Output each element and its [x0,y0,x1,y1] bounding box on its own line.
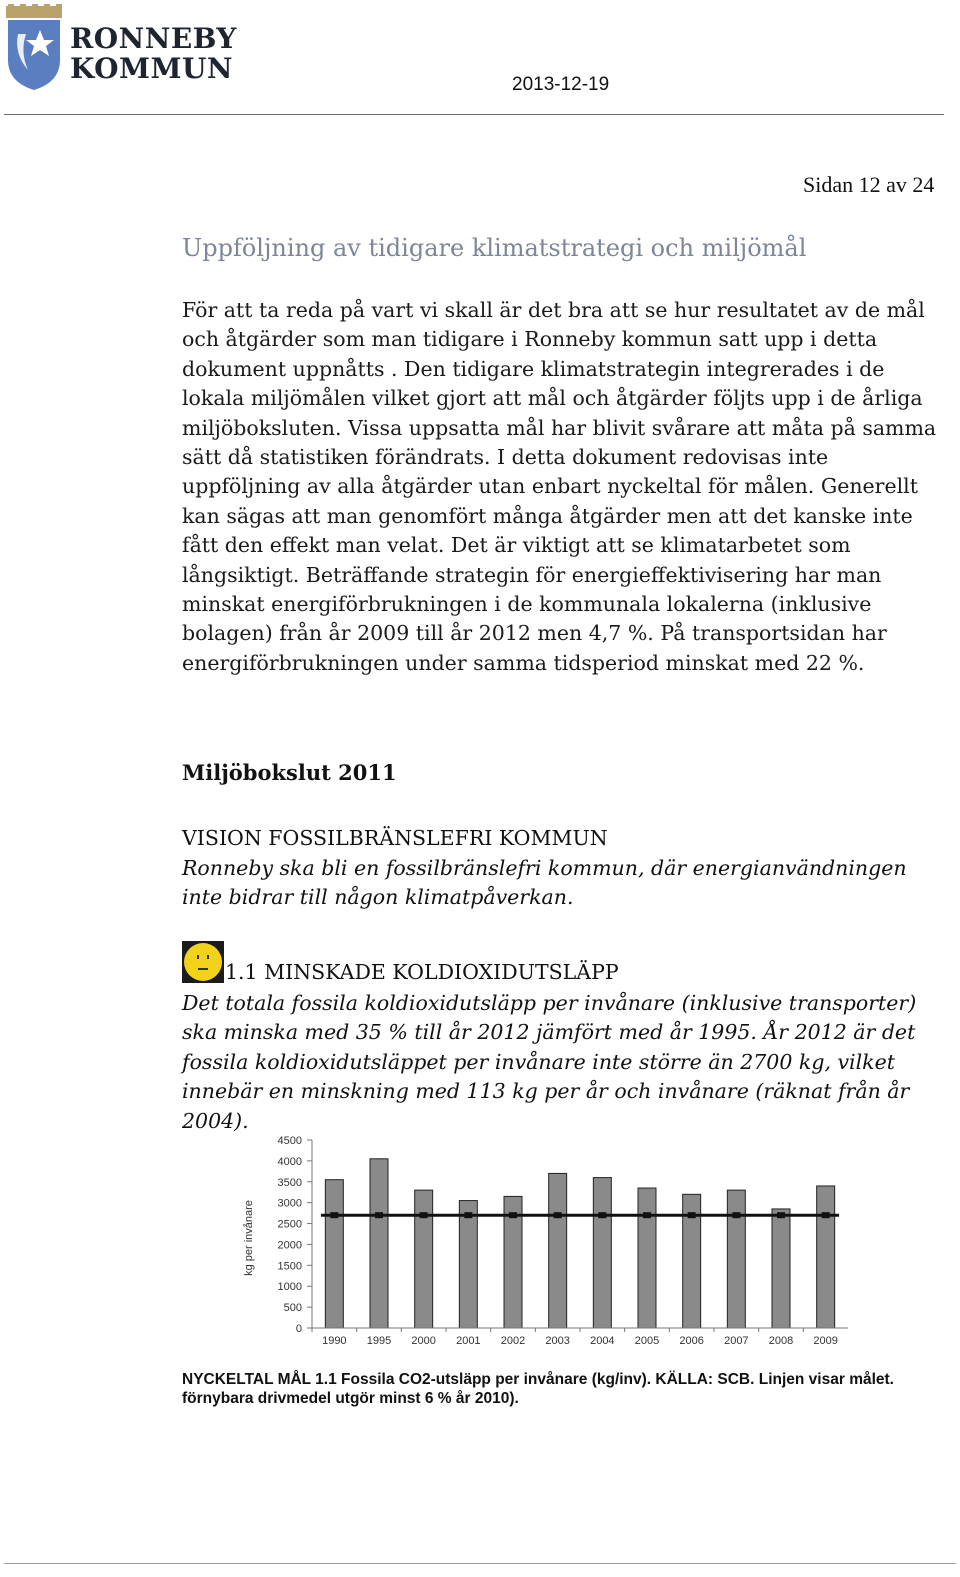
chart-caption: NYCKELTAL MÅL 1.1 Fossila CO2-utsläpp per invånare (kg/inv). KÄLLA: SCB. Linjen visar målet. förnybara drivmedel utgör minst 6 % år 2010). [182,1371,894,1407]
vision-title: VISION FOSSILBRÄNSLEFRI KOMMUN [182,826,608,850]
y-tick-label: 1000 [277,1281,302,1294]
x-tick-label-2007: 2007 [724,1335,749,1347]
bar-2005 [638,1188,656,1328]
vision-text: Ronneby ska bli en fossilbränslefri kommun, där energianvändningen inte bidrar till någon klimatpåverkan. [182,856,907,910]
neutral-smiley-icon [182,941,224,983]
bar-1995 [370,1159,388,1328]
goal-title: 1.1 MINSKADE KOLDIOXIDUTSLÄPP [225,960,619,984]
y-axis-label: kg per invånare [243,1200,255,1276]
target-marker [598,1212,606,1218]
logo-line-1: RONNEBY [70,22,237,55]
bar-2009 [817,1186,835,1328]
target-marker [822,1212,830,1218]
x-tick-label-2002: 2002 [500,1335,526,1347]
y-tick-label: 500 [283,1302,302,1315]
page-number: Sidan 12 av 24 [803,172,935,197]
y-tick-label: 2000 [277,1239,302,1252]
section-title: Uppföljning av tidigare klimatstrategi och miljömål [182,234,807,262]
y-tick-label: 2500 [277,1218,302,1231]
document-date: 2013-12-19 [512,74,610,95]
x-tick-label-2003: 2003 [545,1335,570,1347]
target-marker [330,1212,338,1218]
logo-line-2: KOMMUN [70,52,233,85]
target-marker [375,1212,383,1218]
x-tick-label-2000: 2000 [411,1335,436,1347]
x-tick-label-2001: 2001 [456,1335,481,1347]
coat-of-arms-icon [4,4,64,90]
y-tick-label: 4000 [277,1155,302,1168]
body-paragraph: För att ta reda på vart vi skall är det bra att se hur resultatet av de mål och åtgärder som man tidigare i Ronneby kommun satt upp i detta dokument uppnåtts . Den tidigare klimatstrategin integrerades i de lokala miljömålen vilket gjort att mål och åtgärder följts upp i de årliga miljöboksluten. Vissa uppsatta mål har blivit svårare att måta på samma sätt då statistiken förändrats. I detta dokument redovisas inte uppföljning av alla åtgärder utan enbart nyckeltal för målen. Generellt kan sägas att man genomfört många åtgärder men att det kanske inte fått den effekt man velat. Det är viktigt att se klimatarbetet som långsiktigt. Beträffande strategin för energieffektivisering har man minskat energiförbrukningen i de kommunala lokalerna (inklusive bolagen) från år 2009 till år 2012 men 4,7 %. På transportsidan har energiförbrukningen under samma tidsperiod minskat med 22 %. [182,298,937,675]
target-marker [420,1212,428,1218]
x-tick-label-2005: 2005 [634,1335,660,1347]
bar-2000 [415,1190,433,1328]
bar-2004 [593,1178,611,1328]
goal-text: Det totala fossila koldioxidutsläpp per invånare (inklusive transporter) ska minska med 35 % till år 2012 jämfört med år 1995. År 2012 är det fossila koldioxidutsläppet per invånare inte större än 2700 kg, vilket innebär en minskning med 113 kg per år och invånare (räknat från år 2004). [182,991,917,1133]
target-marker [777,1212,785,1218]
target-marker [509,1212,517,1218]
y-tick-label: 0 [295,1323,302,1335]
x-tick-label-1995: 1995 [366,1335,392,1347]
target-marker [464,1212,472,1218]
y-tick-label: 3000 [277,1197,302,1210]
co2-per-capita-chart [236,1130,856,1352]
miljobokslut-heading: Miljöbokslut 2011 [182,760,397,785]
bar-1990 [325,1180,343,1328]
x-tick-label-2009: 2009 [813,1335,838,1347]
ronneby-kommun-logo [4,4,236,94]
bar-2007 [727,1190,745,1328]
target-marker [732,1212,740,1218]
target-marker [688,1212,696,1218]
x-tick-label-2008: 2008 [768,1335,794,1347]
y-tick-label: 4500 [277,1135,302,1147]
header-divider [4,114,944,115]
bar-2003 [549,1173,567,1328]
y-tick-label: 3500 [277,1176,302,1189]
footer-divider [4,1563,956,1564]
target-marker [554,1212,562,1218]
y-tick-label: 1500 [277,1260,302,1273]
x-tick-label-1990: 1990 [322,1335,347,1347]
x-tick-label-2004: 2004 [590,1335,615,1347]
x-tick-label-2006: 2006 [679,1335,704,1347]
bar-2008 [772,1209,790,1328]
bar-2001 [459,1201,477,1328]
target-marker [643,1212,651,1218]
